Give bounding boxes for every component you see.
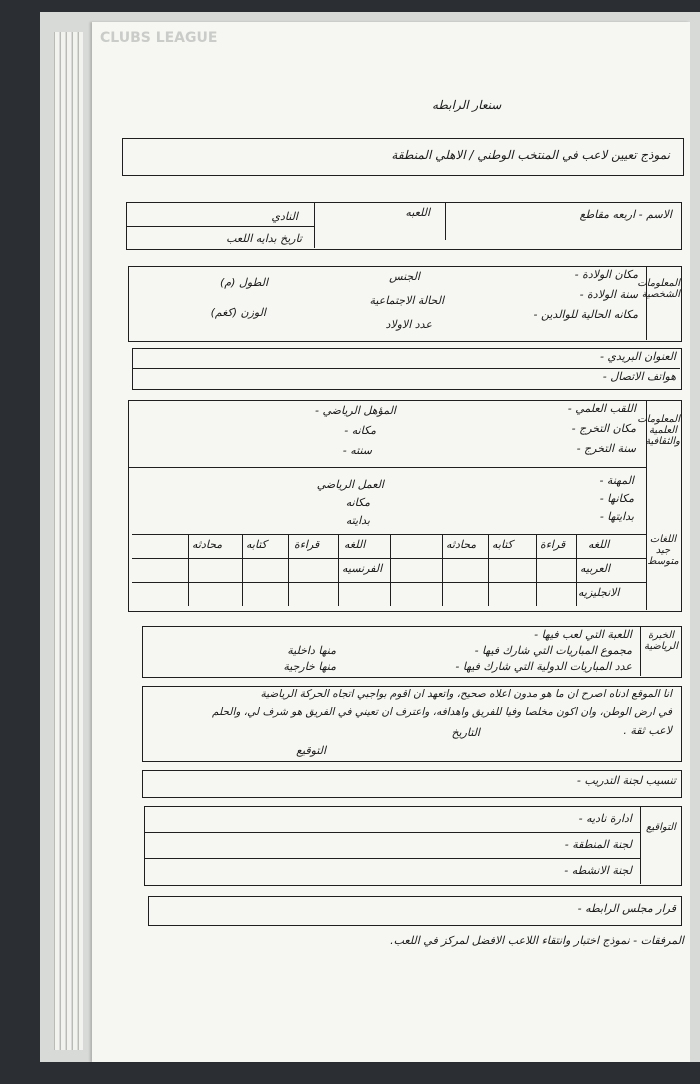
sport-work-start-label: بدايته xyxy=(345,514,370,527)
international-label: عدد المباريات الدولية التي شارك فيها - xyxy=(455,660,632,673)
speak-header: محادثه xyxy=(446,538,477,551)
region-committee-label: لجنة المنطقة - xyxy=(564,838,632,851)
page-header: سنعار الرابطه xyxy=(432,98,502,112)
job-place-label: مكانها - xyxy=(599,492,634,505)
club-admin-label: ادارة ناديه - xyxy=(578,812,632,825)
page-edge xyxy=(66,32,71,1050)
attachments-note: المرفقات - نموذج اختبار وانتقاء اللاعب الافضل لمركز في اللعب. xyxy=(390,934,684,947)
education-section: المعلومات العلمية والثقافية xyxy=(637,414,680,447)
lang-row-english: الانجليزيه xyxy=(578,586,620,599)
declaration-line-1: انا الموقع ادناه اصرح ان ما هو مدون اعلاه صحيح، واتعهد ان اقوم بواجبي اتجاه الحركة الرياضية xyxy=(260,688,672,700)
external-label: منها خارجية xyxy=(283,660,336,673)
children-label: عدد الاولاد xyxy=(385,318,432,331)
birth-status-label: مكانه الحالية للوالدين - xyxy=(533,308,638,321)
social-label: الحالة الاجتماعية xyxy=(369,294,444,307)
activities-committee-label: لجنة الانشطه - xyxy=(564,864,632,877)
speak-header: محادثه xyxy=(192,538,223,551)
league-decision-label: قرار مجلس الرابطه - xyxy=(577,902,676,915)
game-played-label: اللعبة التي لعب فيها - xyxy=(534,628,632,641)
phone-label: هواتف الاتصال - xyxy=(602,370,676,383)
matches-label: مجموع المباريات التي شارك فيها - xyxy=(474,644,632,657)
page-edge xyxy=(72,32,77,1050)
height-label: الطول (م) xyxy=(220,276,268,289)
read-header: قراءة xyxy=(294,538,320,551)
birthplace-label: مكان الولادة - xyxy=(574,268,638,281)
birth-year-label: سنة الولادة - xyxy=(579,288,638,301)
qual-place-label: مكانه - xyxy=(344,424,376,437)
letterhead-watermark: CLUBS LEAGUE xyxy=(100,30,218,46)
sport-work-place-label: مكانه xyxy=(345,496,370,509)
declaration-line-3: لاعب ثقة . xyxy=(623,724,672,737)
sport-work-label: العمل الرياضي xyxy=(316,478,384,491)
write-header: كتابه xyxy=(246,538,267,551)
date-label: التاريخ xyxy=(451,726,480,739)
page-edge xyxy=(60,32,65,1050)
sport-qual-label: المؤهل الرياضي - xyxy=(315,404,396,417)
form-sheet xyxy=(92,22,690,1062)
address-label: العنوان البريدي - xyxy=(599,350,676,363)
game-label: اللعبه xyxy=(405,206,430,219)
job-start-label: بدايتها - xyxy=(599,510,634,523)
job-label: المهنة - xyxy=(599,474,634,487)
lang-row-arabic: العربيه xyxy=(580,562,611,575)
committee-label: تنسيب لجنة التدريب - xyxy=(576,774,676,787)
lang-row-french: الفرنسيه xyxy=(342,562,383,575)
sport-exp-section: الخبرة الرياضية xyxy=(643,630,679,652)
gender-label: الجنس xyxy=(389,270,420,283)
grad-place-label: مكان التخرج - xyxy=(571,422,636,435)
qual-year-label: سنته - xyxy=(342,444,372,457)
lang-header: اللغه xyxy=(588,538,610,551)
declaration-line-2: في ارض الوطن، وان اكون مخلصا وفيا للفريق واهدافه، واعترف ان تعيني في الفريق هو شرف لي، والحلم xyxy=(212,706,672,718)
read-header: قراءة xyxy=(540,538,566,551)
page-edge xyxy=(78,32,83,1050)
write-header: كتابه xyxy=(492,538,513,551)
approvals-section: التواقيع xyxy=(646,822,676,833)
name-label: الاسم - اربعه مقاطع xyxy=(579,208,672,221)
languages-section: اللغات جيد متوسط xyxy=(647,534,679,567)
lang-header: اللغه xyxy=(344,538,366,551)
form-title: نموذج تعيين لاعب في المنتخب الوطني / الاهلي المنطقة xyxy=(391,148,670,162)
internal-label: منها داخلية xyxy=(287,644,336,657)
weight-label: الوزن (كغم) xyxy=(210,306,266,319)
page-edge xyxy=(54,32,59,1050)
club-label: النادي xyxy=(271,210,298,223)
start-date-label: تاريخ بدايه اللعب xyxy=(226,232,302,245)
signature-label: التوقيع xyxy=(296,744,326,757)
personal-section: المعلومات الشخصية xyxy=(637,278,680,300)
degree-label: اللقب العلمي - xyxy=(567,402,636,415)
grad-year-label: سنة التخرج - xyxy=(576,442,636,455)
